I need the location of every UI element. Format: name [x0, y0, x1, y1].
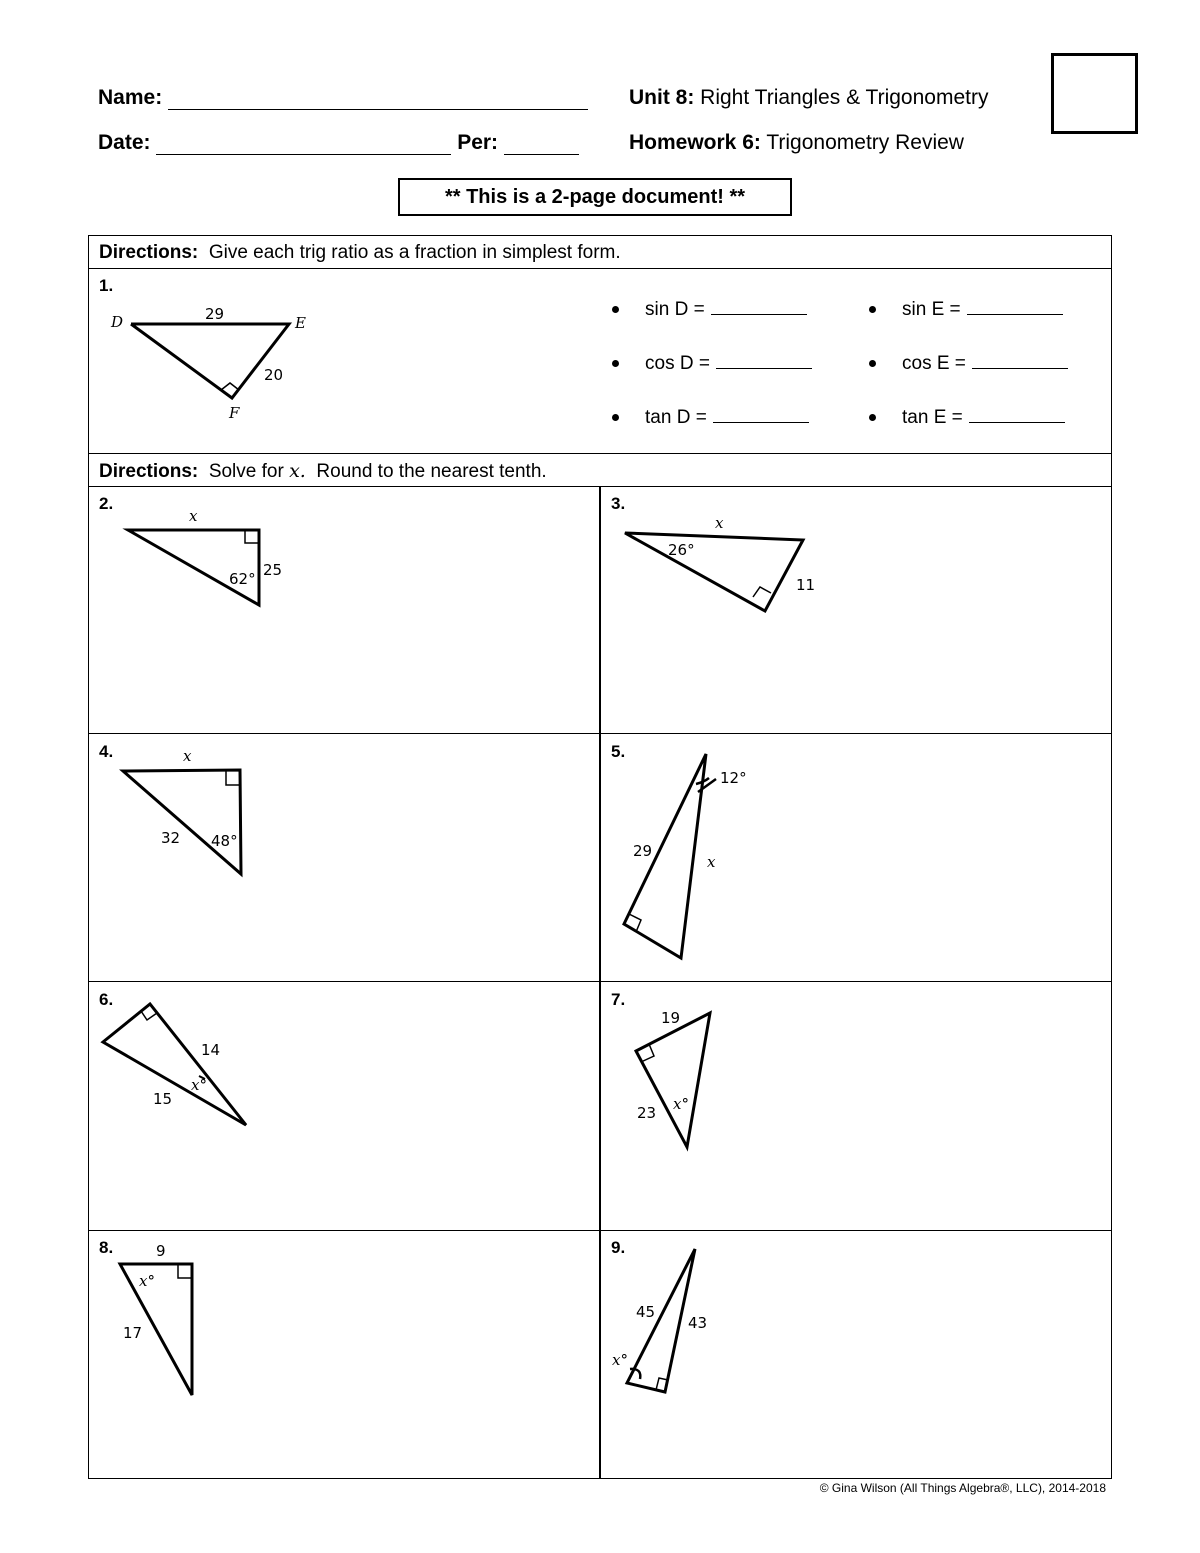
- answer-blank[interactable]: [967, 298, 1063, 315]
- divider: [89, 453, 1111, 454]
- problem-6-triangle: [89, 982, 599, 1230]
- label-angle: 48°: [211, 832, 238, 850]
- ratio-label: sin E =: [902, 299, 961, 320]
- right-angle-mark: [226, 771, 240, 785]
- side-ef: 20: [264, 366, 284, 384]
- bullet: [612, 360, 619, 367]
- problem-3-triangle: [600, 487, 1112, 733]
- worksheet-grid: [88, 235, 1112, 1479]
- side-de: 29: [205, 305, 225, 323]
- problem-9-triangle: [600, 1231, 1112, 1477]
- page-count-banner: ** This is a 2-page document! **: [398, 178, 792, 216]
- answer-blank[interactable]: [972, 352, 1068, 369]
- label-x: x: [707, 853, 716, 871]
- unit-row: [629, 86, 988, 110]
- label-side: 11: [796, 576, 816, 594]
- triangle-shape: [103, 1004, 246, 1125]
- ratio-label: tan E =: [902, 407, 963, 428]
- answer-blank[interactable]: [969, 406, 1065, 423]
- ratio-cos-e: [869, 352, 1068, 375]
- answer-blank[interactable]: [716, 352, 812, 369]
- directions-text: Round to the nearest tenth.: [316, 461, 547, 482]
- problem-5-triangle: [600, 734, 1112, 980]
- name-field[interactable]: [168, 109, 588, 110]
- directions-label: Directions:: [99, 242, 199, 263]
- problem-number: 4.: [99, 742, 114, 761]
- score-box[interactable]: [1051, 53, 1138, 134]
- per-label: Per:: [457, 131, 499, 154]
- ratio-label: sin D =: [645, 299, 705, 320]
- copyright-footer: © Gina Wilson (All Things Algebra®, LLC), 2014-2018: [819, 1481, 1106, 1495]
- vertex-f: F: [229, 404, 240, 422]
- homework-title: Trigonometry Review: [766, 131, 964, 154]
- label-x: x°: [673, 1095, 689, 1113]
- triangle-shape: [123, 770, 241, 874]
- problem-number: 9.: [611, 1238, 626, 1257]
- right-angle-mark: [753, 587, 771, 597]
- bullet: [869, 414, 876, 421]
- homework-label: Homework 6:: [629, 131, 761, 154]
- vertex-e: E: [295, 314, 306, 332]
- label-side: 43: [688, 1314, 708, 1332]
- triangle-shape: [636, 1013, 710, 1147]
- ratio-label: cos E =: [902, 353, 966, 374]
- right-angle-mark: [178, 1264, 192, 1278]
- variable-x: x.: [289, 460, 306, 482]
- problem-7-triangle: [600, 982, 1112, 1230]
- label-side: 32: [161, 829, 181, 847]
- directions-1: [99, 242, 621, 264]
- label-side: 25: [263, 561, 283, 579]
- label-x: x: [183, 747, 192, 765]
- unit-title: Right Triangles & Trigonometry: [700, 86, 989, 109]
- directions-text: Give each trig ratio as a fraction in simplest form.: [208, 242, 621, 263]
- label-angle: 62°: [229, 570, 256, 588]
- unit-label: Unit 8:: [629, 86, 695, 109]
- label-side: 17: [123, 1324, 143, 1342]
- name-row: [98, 86, 588, 110]
- label-x: x°: [191, 1076, 207, 1094]
- label-side: 23: [637, 1104, 657, 1122]
- label-side: 19: [661, 1009, 681, 1027]
- problem-number: 2.: [99, 494, 114, 513]
- bullet: [869, 360, 876, 367]
- label-side: 45: [636, 1303, 656, 1321]
- label-angle: 26°: [668, 541, 695, 559]
- label-side: 14: [201, 1041, 221, 1059]
- date-field[interactable]: [156, 154, 451, 155]
- triangle-shape: [128, 530, 259, 605]
- angle-arc: [696, 778, 716, 792]
- bullet: [612, 414, 619, 421]
- ratio-sin-d: [612, 298, 807, 321]
- directions-2: [99, 460, 547, 483]
- problem-8-triangle: [89, 1231, 599, 1477]
- label-side: 9: [156, 1242, 166, 1260]
- label-x: x: [715, 514, 724, 532]
- right-angle-mark: [221, 383, 239, 390]
- bullet: [869, 306, 876, 313]
- label-angle: 12°: [720, 769, 747, 787]
- directions-text: Solve for: [208, 461, 284, 482]
- homework-row: [629, 131, 964, 155]
- label-x: x°: [139, 1272, 155, 1290]
- ratio-tan-d: [612, 406, 809, 429]
- date-row: [98, 131, 579, 155]
- answer-blank[interactable]: [713, 406, 809, 423]
- date-label: Date:: [98, 131, 151, 154]
- label-x: x: [189, 507, 198, 525]
- label-side: 15: [153, 1090, 173, 1108]
- label-x: x°: [612, 1351, 628, 1369]
- directions-label: Directions:: [99, 461, 199, 482]
- bullet: [612, 306, 619, 313]
- triangle-def: [89, 269, 389, 453]
- period-field[interactable]: [504, 154, 579, 155]
- ratio-label: cos D =: [645, 353, 710, 374]
- problem-number: 7.: [611, 990, 626, 1009]
- triangle-shape: [131, 324, 289, 398]
- right-angle-mark: [245, 530, 259, 543]
- problem-number: 5.: [611, 742, 626, 761]
- problem-number: 6.: [99, 990, 114, 1009]
- problem-number: 1.: [99, 276, 114, 295]
- vertex-d: D: [111, 313, 124, 331]
- ratio-label: tan D =: [645, 407, 707, 428]
- name-label: Name:: [98, 86, 163, 109]
- problem-4-triangle: [89, 734, 599, 980]
- right-angle-mark: [141, 1011, 157, 1020]
- label-side: 29: [633, 842, 653, 860]
- ratio-sin-e: [869, 298, 1063, 321]
- problem-2-triangle: [89, 487, 599, 733]
- ratio-tan-e: [869, 406, 1065, 429]
- problem-number: 3.: [611, 494, 626, 513]
- ratio-cos-d: [612, 352, 812, 375]
- triangle-shape: [625, 533, 803, 611]
- problem-number: 8.: [99, 1238, 114, 1257]
- answer-blank[interactable]: [711, 298, 807, 315]
